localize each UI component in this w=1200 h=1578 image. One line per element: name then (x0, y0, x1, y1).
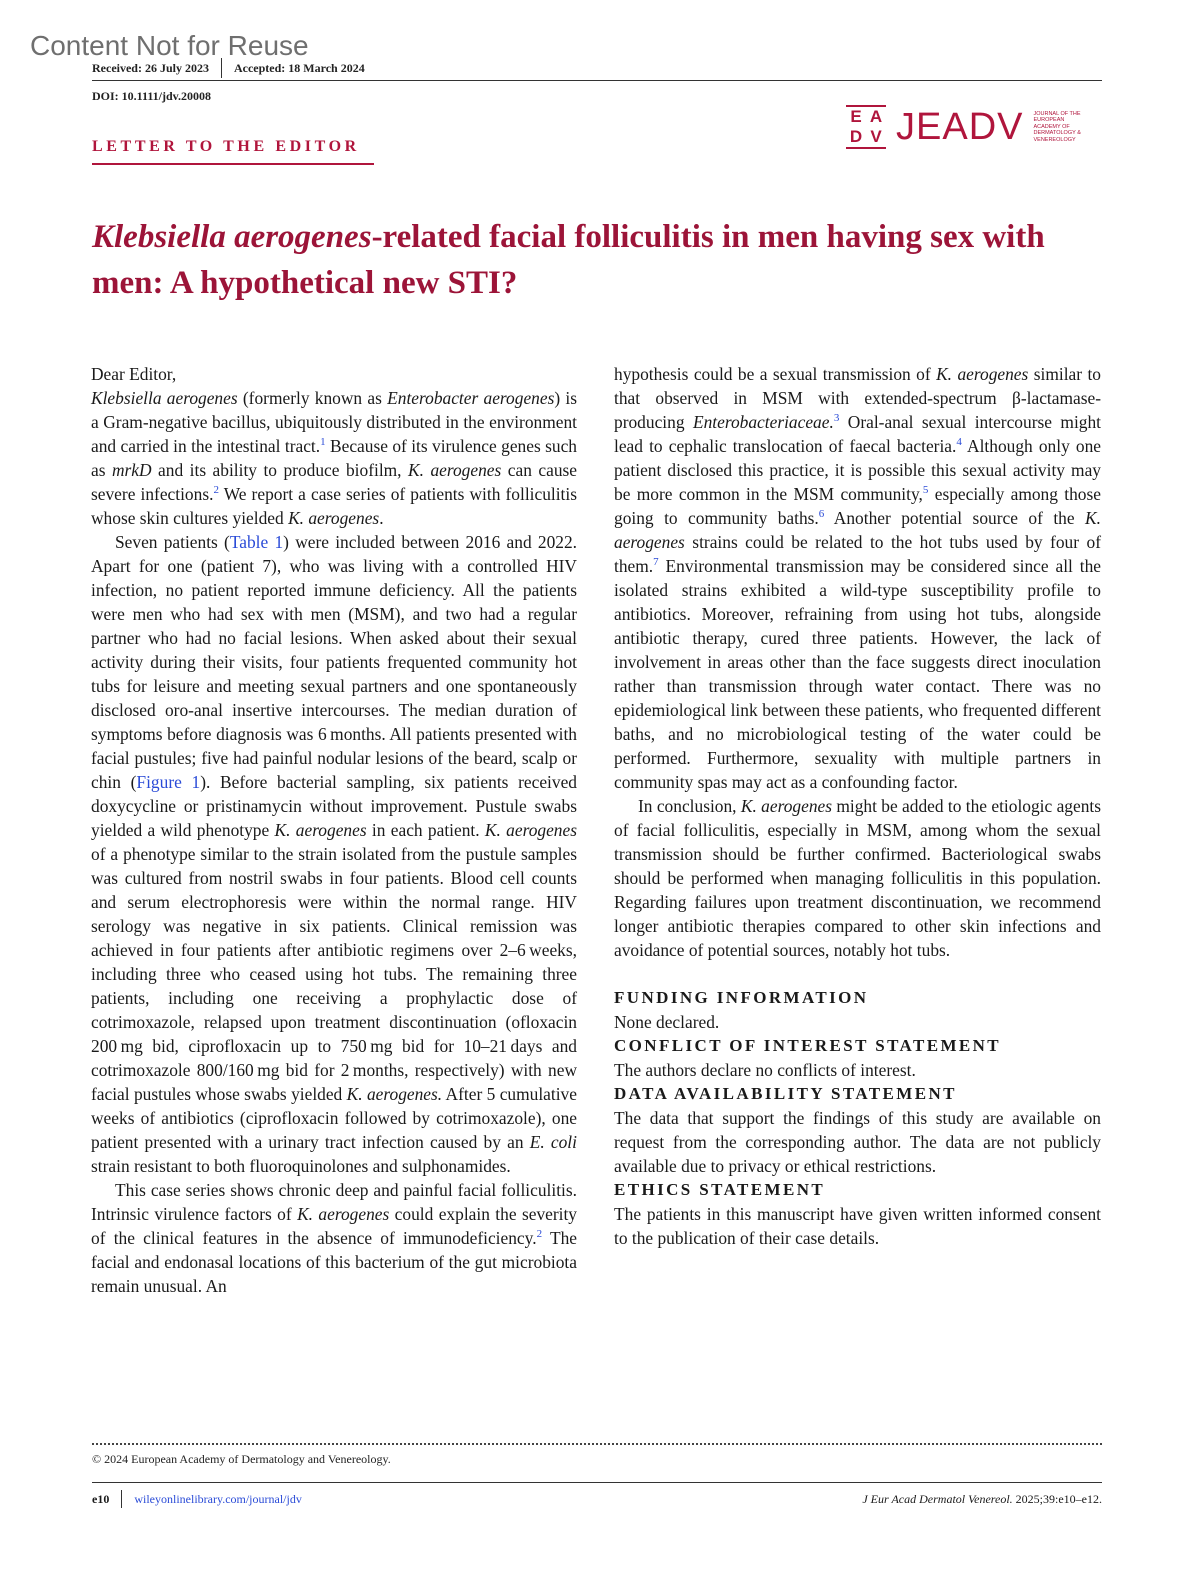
ethics-text: The patients in this manuscript have given written informed consent to the publication of their case details. (614, 1204, 1101, 1248)
section-underline (92, 163, 374, 165)
right-column (614, 362, 1101, 1250)
ethics-heading: ETHICS STATEMENT (614, 1180, 826, 1199)
conflict-heading: CONFLICT OF INTEREST STATEMENT (614, 1036, 1002, 1055)
footer-separator (121, 1490, 122, 1508)
left-column (91, 362, 577, 1298)
section-label: LETTER TO THE EDITOR (92, 138, 360, 155)
conflict-text: The authors declare no conflicts of interest. (614, 1060, 916, 1080)
paragraph-4: In conclusion, K. aerogenes might be added to the etiologic agents of facial folliculitis, especially in MSM, among whom the sexual transmission should be further confirmed. Bacteriological swabs should be performed when managing folliculitis in this population. Regarding failures upon treatment discontinuation, we recommend longer antibiotic therapies compared to other skin infections and avoidance of potential sources, notably hot tubs. (614, 796, 1102, 960)
received-date: Received: 26 July 2023 (92, 60, 209, 75)
watermark: Content Not for Reuse (30, 30, 309, 61)
accepted-date: Accepted: 18 March 2024 (233, 60, 365, 75)
eadv-mark-icon: E A D V (846, 105, 886, 149)
funding-text: None declared. (614, 1012, 720, 1032)
ref-2[interactable]: 2 (213, 484, 219, 497)
doi: DOI: 10.1111/jdv.20008 (92, 89, 212, 103)
ref-3[interactable]: 3 (833, 412, 840, 425)
funding-heading: FUNDING INFORMATION (614, 988, 869, 1007)
footer-left (92, 1490, 302, 1508)
journal-url-link[interactable]: wileyonlinelibrary.com/journal/jdv (134, 1491, 302, 1506)
salutation: Dear Editor, (91, 364, 177, 384)
footer-rule (92, 1482, 1102, 1483)
ref-1[interactable]: 1 (320, 436, 326, 449)
data-availability-heading: DATA AVAILABILITY STATEMENT (614, 1084, 957, 1103)
paragraph-3-start: This case series shows chronic deep and painful facial folliculitis. Intrinsic virulence factors of K. aerogenes could explain the severity of the clinical features in the absence of immunodeficiency.$^2$ The facial and endonasal locations of this bacterium of the gut microbiota remain unusual. An (91, 1180, 578, 1296)
citation: J Eur Acad Dermatol Venereol. 2025;39:e10–e12. (862, 1492, 1102, 1506)
paragraph-2: Seven patients (Table 1) were included between 2016 and 2022. Apart for one (patient 7), who was living with a controlled HIV infection, no patient reported immune deficiency. All the patients were men who had sex with men (MSM), and two had a regular partner who had no facial lesions. When asked about their sexual activity during their visits, four patients frequented community hot tubs for leisure and meeting sexual partners and one spontaneously disclosed oro-anal insertive intercourses. The median duration of symptoms before diagnosis was 6 months. All patients presented with facial pustules; five had painful nodular lesions of the beard, scalp or chin (Figure 1). Before bacterial sampling, six patients received doxycycline or pristinamycin without improvement. Pustule swabs yielded a wild phenotype K. aerogenes in each patient. K. aerogenes of a phenotype similar to the strain isolated from the pustule samples was cultured from nostril swabs in four patients. Blood cell counts and serum electrophoresis were within the normal range. HIV serology was negative in six patients. Clinical remission was achieved in four patients after antibiotic regimens over 2–6 weeks, including three who ceased using hot tubs. The remaining three patients, including one receiving a prophylactic dose of cotrimoxazole, relapsed upon treatment discontinuation (ofloxacin 200 mg bid, ciprofloxacin up to 750 mg bid for 10–21 days and cotrimoxazole 800/160 mg bid for 2 months, respectively) with new facial pustules whose swabs yielded K. aerogenes. After 5 cumulative weeks of antibiotics (ciprofloxacin followed by cotrimoxazole), one patient presented with a urinary tract infection caused by an E. coli strain resistant to both fluoroquinolones and sulphonamides. (91, 532, 577, 1176)
journal-logo (846, 105, 1083, 149)
header-rule (92, 80, 1102, 81)
article-title: Klebsiella aerogenes-related facial folliculitis in men having sex with men: A hypothetical new STI? (92, 219, 1045, 301)
ref-5[interactable]: 5 (922, 484, 929, 497)
data-availability-text: The data that support the findings of this study are available on request from the corresponding author. The data are not publicly available due to privacy or ethical restrictions. (614, 1108, 1101, 1176)
copyright: © 2024 European Academy of Dermatology and Venereology. (92, 1452, 391, 1466)
paragraph-3-continued: hypothesis could be a sexual transmission of K. aerogenes similar to that observed in MSM with extended-spectrum β-lactamase-producing Enterobacteriaceae.$^3$ Oral-anal sexual intercourse might lead to cephalic translocation of faecal bacteria.$^4$ Although only one patient disclosed this practice, it is possible this sexual activity may be more common in the MSM community,$^5$ especially among those going to community baths.$^6$ Another potential source of the K. aerogenes strains could be related to the hot tubs used by four of them.$^7$ Environmental transmission may be considered since all the isolated strains exhibited a wild-type susceptibility profile to antibiotics. Moreover, refraining from using hot tubs, alongside antibiotic therapy, cured three patients. However, the lack of involvement in areas other than the face suggests direct inoculation rather than transmission through water contact. There was no epidemiological link between these patients, who frequented different baths, and no microbiological testing of the water could be performed. Furthermore, sexuality with multiple partners in community spas may act as a confounding factor. (614, 364, 1102, 792)
ref-4[interactable]: 4 (956, 436, 962, 449)
ref-7[interactable]: 7 (653, 556, 659, 569)
ref-6[interactable]: 6 (818, 508, 825, 521)
paragraph-1: Klebsiella aerogenes (formerly known as Enterobacter aerogenes) is a Gram-negative bacillus, ubiquitously distributed in the environment and carried in the intestinal tract.$^1$ Because of its virulence genes such as mrkD and its ability to produce biofilm, K. aerogenes can cause severe infections.$^2$ We report a case series of patients with folliculitis whose skin cultures yielded K. aerogenes. (91, 388, 577, 528)
footer-dotted-rule (92, 1443, 1102, 1445)
journal-name: JEADV (896, 106, 1024, 148)
figure-1-link[interactable]: Figure 1 (136, 772, 201, 792)
ref-2[interactable]: 2 (536, 1228, 543, 1241)
journal-subtitle: JOURNAL OF THE EUROPEAN ACADEMY OF DERMATOLOGY & VENEREOLOGY (1033, 110, 1081, 143)
page-number: e10 (92, 1491, 110, 1506)
table-1-link[interactable]: Table 1 (229, 532, 284, 552)
